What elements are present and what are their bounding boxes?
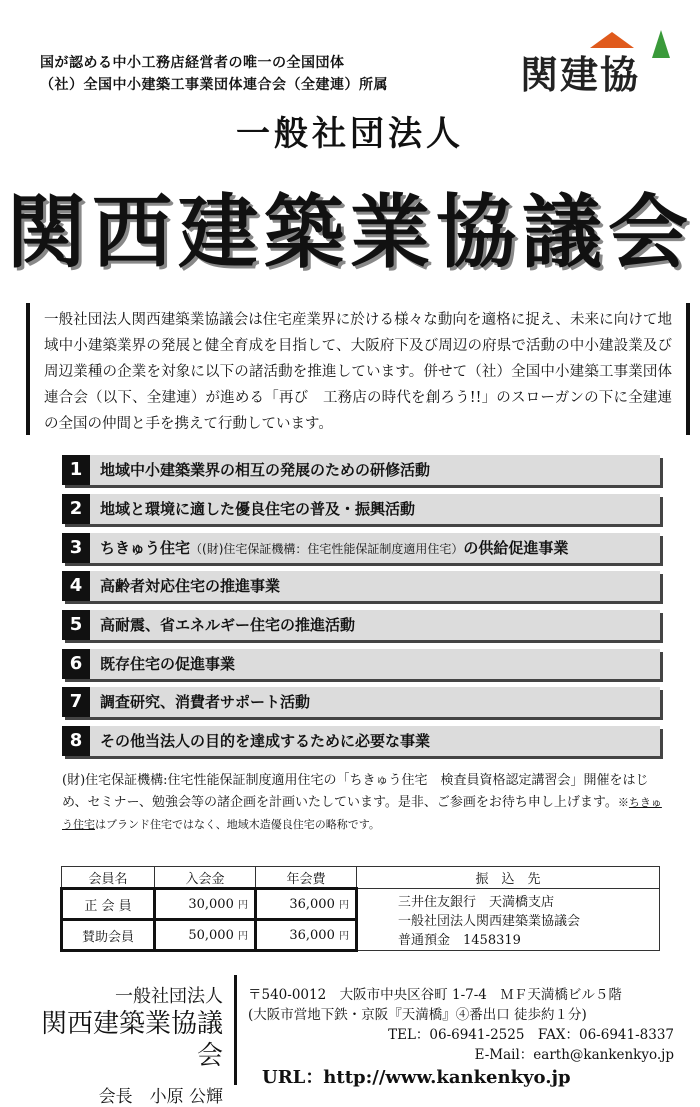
- column-header: 年会費: [256, 867, 357, 889]
- activity-label: 既存住宅の促進事業: [100, 655, 236, 673]
- note-term: ちきゅう住宅: [62, 796, 662, 831]
- column-header: 入会金: [155, 867, 256, 889]
- tel-fax: TEL：06-6941-2525 FAX：06-6941-8337: [388, 1027, 674, 1043]
- activity-label-suffix: の供給促進事業: [463, 539, 569, 557]
- activity-item: [62, 533, 660, 563]
- activity-item: [62, 687, 660, 717]
- activity-label: 地域と環境に適した優良住宅の普及・振興活動: [100, 500, 416, 518]
- access-info: (大阪市営地下鉄・京阪『天満橋』④番出口 徒歩約１分): [248, 1007, 587, 1023]
- activity-label: 高耐震、省エネルギー住宅の推進活動: [100, 616, 356, 634]
- president-name: 会長 小原 公輝: [98, 1087, 223, 1107]
- bank-name: 三井住友銀行 天満橋支店: [398, 895, 555, 910]
- bank-account: [357, 889, 660, 951]
- footer-divider: [234, 975, 237, 1085]
- account-holder: 一般社団法人関西建築業協議会: [398, 914, 581, 929]
- annual-fee: 36,000 円: [256, 889, 357, 920]
- activity-number: 4: [62, 571, 90, 601]
- table-header-row: [62, 867, 660, 889]
- activity-label: 調査研究、消費者サポート活動: [100, 693, 311, 711]
- activity-label-note: （(財)住宅保証機構：住宅性能保証制度適用住宅）: [190, 542, 464, 556]
- seminar-note: [62, 770, 662, 836]
- contact-block: [248, 985, 688, 1065]
- activity-label: [100, 533, 568, 564]
- header-tagline: 国が認める中小工務店経営者の唯一の全国団体: [40, 55, 345, 71]
- intro-paragraph: 一般社団法人関西建築業協議会は住宅産業界に於ける様々な動向を適格に捉え、未来に向けて地域中小建築業界の発展と健全育成を目指して、大阪府下及び周辺の府県で活動の中小建設業及び周辺業種の企業を対象に以下の諸活動を推進しています。併せて（社）全国中小建築工事業団体連合会（以下、全建連）が進める「再び 工務店の時代を創ろう!!」のスローガンの下に全建連の全国の仲間と手を携えて行動しています。: [26, 303, 690, 435]
- activity-item: [62, 494, 660, 524]
- activity-label: 地域中小建築業界の相互の発展のための研修活動: [100, 461, 431, 479]
- annual-fee: 36,000 円: [256, 920, 357, 951]
- activity-number: 3: [62, 533, 90, 563]
- footer-legal-form: 一般社団法人: [115, 986, 223, 1007]
- activity-number: 8: [62, 726, 90, 756]
- legal-form-heading: 一般社団法人: [236, 114, 464, 154]
- activity-label: 高齢者対応住宅の推進事業: [100, 577, 281, 595]
- note-mark: ※: [617, 796, 629, 809]
- activity-item: [62, 726, 660, 756]
- activity-item: [62, 455, 660, 485]
- header-affiliation: （社）全国中小建築工事業団体連合会（全建連）所属: [40, 77, 388, 93]
- seminar-note-text: (財)住宅保証機構:住宅性能保証制度適用住宅の「ちきゅう住宅 検査員資格認定講習会」開催をはじめ、セミナー、勉強会等の諸企画を計画いたしています。是非、ご参画をお待ち申し上げます。: [62, 773, 649, 810]
- organization-logo: [520, 26, 680, 98]
- column-header: 会員名: [62, 867, 155, 889]
- activity-item: [62, 649, 660, 679]
- member-type: 正 会 員: [62, 889, 155, 920]
- footer-organization: [18, 982, 223, 1107]
- table-row: [62, 889, 660, 920]
- activity-item: [62, 610, 660, 640]
- website-link[interactable]: URL：http://www.kankenkyo.jp: [262, 1067, 571, 1088]
- activity-number: 2: [62, 494, 90, 524]
- entry-fee: 50,000 円: [155, 920, 256, 951]
- activity-item: [62, 571, 660, 601]
- entry-fee: 30,000 円: [155, 889, 256, 920]
- note-definition: はブランド住宅ではなく、地域木造優良住宅の略称です。: [95, 818, 380, 831]
- tree-icon: [652, 30, 670, 58]
- postal-address: 〒540-0012 大阪市中央区谷町 1-7-4 ＭＦ天満橋ビル５階: [248, 987, 622, 1003]
- activity-number: 6: [62, 649, 90, 679]
- member-type: 賛助会員: [62, 920, 155, 951]
- activity-number: 5: [62, 610, 90, 640]
- footer-org-name: 関西建築業協議会: [40, 1009, 223, 1071]
- membership-fee-table: [60, 866, 660, 952]
- activity-number: 1: [62, 455, 90, 485]
- column-header: 振 込 先: [357, 867, 660, 889]
- activity-label-main: ちきゅう住宅: [100, 539, 191, 557]
- logo-text: 関建協: [520, 52, 641, 97]
- account-number: 普通預金 1458319: [398, 933, 521, 948]
- activity-label: その他当法人の目的を達成するために必要な事業: [100, 732, 431, 750]
- organization-title: 関西建築業協議会: [6, 186, 694, 279]
- email-link[interactable]: E-Mail：earth@kankenkyo.jp: [474, 1047, 674, 1063]
- activity-number: 7: [62, 687, 90, 717]
